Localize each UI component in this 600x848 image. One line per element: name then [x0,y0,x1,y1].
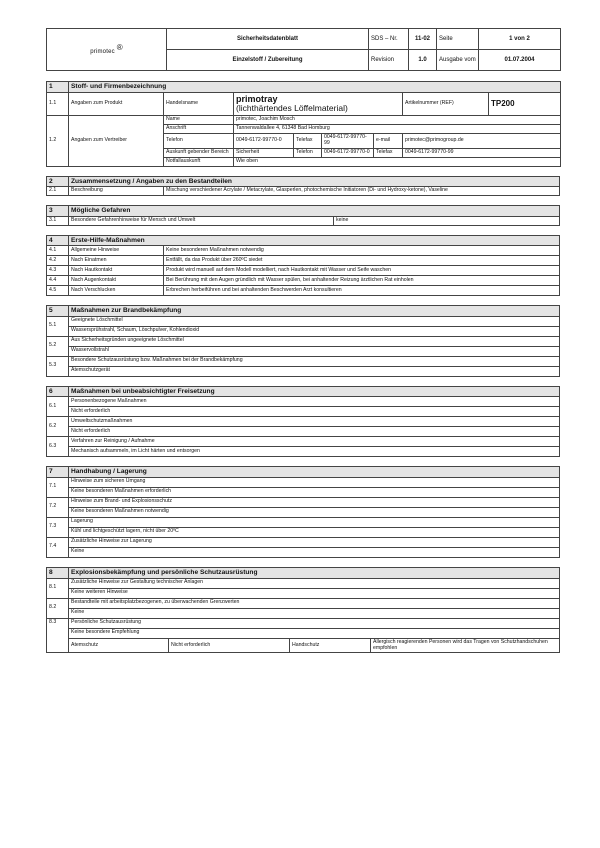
respiratory-protection-value: Nicht erforderlich [169,638,290,653]
row-number: 4.2 [47,256,69,266]
address-value: Tannenwaldallee 4, 61348 Bad Homburg [234,124,561,133]
row-number: 8.2 [47,598,69,618]
document-header [46,28,561,71]
row-number: 6.1 [47,397,69,417]
trade-name-label: Handelsname [164,92,234,115]
section-title: Maßnahmen bei unbeabsichtigter Freisetzung [69,386,560,397]
section-number: 7 [47,467,69,478]
row-label: Angaben zum Produkt [69,92,164,115]
section-number: 8 [47,567,69,578]
name-label: Name [164,115,234,124]
section-7 [46,466,560,558]
section-title: Stoff- und Firmenbezeichnung [69,82,561,93]
section-title: Handhabung / Lagerung [69,467,560,478]
row-value: Entfällt, da das Produkt über 260ºC siedet [164,256,560,266]
logo-text: primotec [90,49,115,56]
section-title: Explosionsbekämpfung und persönliche Schutzausrüstung [69,567,560,578]
row-heading: Zusätzliche Hinweise zur Lagerung [69,537,560,547]
row-heading: Hinweise zum Brand- und Explosionsschutz [69,497,560,507]
product-description: (lichthärtendes Löffelmaterial) [236,102,348,113]
row-number: 8.3 [47,618,69,653]
email-label: e-mail [374,133,403,148]
section-number: 1 [47,82,69,93]
emergency-info-value: Wie oben [234,157,561,166]
row-number: 4.1 [47,246,69,256]
row-number: 7.3 [47,517,69,537]
row-number: 6.2 [47,417,69,437]
row-number: 7.1 [47,477,69,497]
row-value: Keine besonderen Maßnahmen notwendig [69,507,560,517]
row-number: 3.1 [47,216,69,225]
section-number: 6 [47,386,69,397]
row-label: Angaben zum Vertreiber [69,115,164,166]
row-value: Mechanisch aufsammeln, im Licht härten und entsorgen [69,447,560,457]
row-value: Bei Berührung mit den Augen gründlich mit Wasser spülen, bei anhaltender Reizung ärztlichen Rat einholen [164,276,560,286]
row-number: 4.3 [47,266,69,276]
section-title: Mögliche Gefahren [69,206,560,217]
row-heading: Besondere Schutzausrüstung bzw. Maßnahmen bei der Brandbekämpfung [69,356,560,366]
document-subtitle: Einzelstoff / Zubereitung [167,50,369,71]
row-number: 2.1 [47,187,69,196]
info-department-label: Auskunft gebender Bereich [164,148,234,157]
address-label: Anschrift [164,124,234,133]
issue-date: 01.07.2004 [479,50,561,71]
row-label: Nach Hautkontakt [69,266,164,276]
section-title: Zusammensetzung / Angaben zu den Bestandteilen [69,176,560,187]
product-name: primotray [236,93,278,104]
revision-label: Revision [369,50,409,71]
section-3 [46,205,560,226]
section-8 [46,567,560,654]
row-value: Nicht erforderlich [69,407,560,417]
hand-protection-value: Allergisch reagierenden Personen wird das Tragen von Schutzhandschuhen empfohlen [371,638,560,653]
sds-number: 11-02 [409,29,437,50]
revision-number: 1.0 [409,50,437,71]
row-value: Atemschutzgerät [69,366,560,376]
row-heading: Aus Sicherheitsgründen ungeeignete Löschmittel [69,336,560,346]
section-number: 2 [47,176,69,187]
section-title: Maßnahmen zur Brandbekämpfung [69,306,560,317]
section-2 [46,176,560,197]
row-number: 1.2 [47,115,69,166]
row-number: 5.1 [47,316,69,336]
section-number: 4 [47,235,69,246]
row-heading: Hinweise zum sicheren Umgang [69,477,560,487]
row-heading: Lagerung [69,517,560,527]
fax-label: Telefax [374,148,403,157]
row-heading: Persönliche Schutzausrüstung [69,618,560,628]
issue-date-label: Ausgabe vom [437,50,479,71]
registered-mark: ® [116,43,123,53]
article-number-label: Artikelnummer (REF) [403,92,489,115]
phone-label: Telefon [164,133,234,148]
row-value: Keine besondere Empfehlung [69,628,560,638]
document-title: Sicherheitsdatenblatt [167,29,369,50]
section-title: Erste-Hilfe-Maßnahmen [69,235,560,246]
fax-label: Telefax [294,133,322,148]
row-value: Wasservollstrahl [69,346,560,356]
row-value: Erbrechen herbeiführen und bei anhaltenden Beschwerden Arzt konsultieren [164,286,560,296]
row-value: Keine [69,547,560,557]
row-number: 8.1 [47,578,69,598]
company-logo [47,29,167,71]
phone-value: 0049-6172-99770-0 [234,133,294,148]
row-number: 5.3 [47,356,69,376]
section-6 [46,386,560,458]
row-label: Nach Verschlucken [69,286,164,296]
row-number: 4.5 [47,286,69,296]
row-heading: Zusätzliche Hinweise zur Gestaltung technischer Anlagen [69,578,560,588]
emergency-info-label: Notfallauskunft [164,157,234,166]
hand-protection-label: Handschutz [290,638,371,653]
row-heading: Verfahren zur Reinigung / Aufnahme [69,437,560,447]
section-number: 3 [47,206,69,217]
phone-label: Telefon [294,148,322,157]
safety-data-sheet [46,28,560,653]
row-label: Besondere Gefahrenhinweise für Mensch und Umwelt [69,216,334,225]
row-value: Keine [69,608,560,618]
row-number: 5.2 [47,336,69,356]
row-value: Wassersprühstrahl, Schaum, Löschpulver, Kohlendioxid [69,326,560,336]
email-value: primotec@primogroup.de [403,133,561,148]
row-value: Kühl und lichtgeschützt lagern, nicht über 20ºC [69,527,560,537]
section-number: 5 [47,306,69,317]
row-label: Beschreibung [69,187,164,196]
page-label: Seite [437,29,479,50]
row-value: Keine besonderen Maßnahmen notwendig [164,246,560,256]
row-value: Keine besonderen Maßnahmen erforderlich [69,487,560,497]
fax-value: 0049-6172-99770-99 [403,148,561,157]
row-value: Nicht erforderlich [69,427,560,437]
row-label: Allgemeine Hinweise [69,246,164,256]
respiratory-protection-label: Atemschutz [69,638,169,653]
row-value: keine [334,216,560,225]
info-department-value: Sicherheit [234,148,294,157]
phone-value: 0049-6172-99770-0 [322,148,374,157]
row-heading: Geeignete Löschmittel [69,316,560,326]
row-number: 1.1 [47,92,69,115]
page-number: 1 von 2 [479,29,561,50]
section-4 [46,235,560,297]
fax-value: 0049-6172-99770-99 [322,133,374,148]
row-label: Nach Augenkontakt [69,276,164,286]
row-value: Mischung verschiedener Acrylate / Metacrylate, Glasperlen, photochemische Initiatoren (Di- und Hydroxy-ketone), Vaseline [164,187,560,196]
row-heading: Personenbezogene Maßnahmen [69,397,560,407]
article-number: TP200 [489,92,561,115]
section-1 [46,81,561,167]
row-value: Keine weiteren Hinweise [69,588,560,598]
section-5 [46,305,560,377]
row-number: 7.2 [47,497,69,517]
row-number: 4.4 [47,276,69,286]
sds-label: SDS – Nr. [369,29,409,50]
row-heading: Umweltschutzmaßnahmen [69,417,560,427]
row-number: 6.3 [47,437,69,457]
row-label: Nach Einatmen [69,256,164,266]
row-number: 7.4 [47,537,69,557]
row-heading: Bestandteile mit arbeitsplatzbezogenen, zu überwachenden Grenzwerten [69,598,560,608]
name-value: primotec, Joachim Mosch [234,115,561,124]
row-value: Produkt wird manuell auf dem Modell modelliert, nach Hautkontakt mit Wasser und Seife waschen [164,266,560,276]
product-name-cell [234,92,403,115]
